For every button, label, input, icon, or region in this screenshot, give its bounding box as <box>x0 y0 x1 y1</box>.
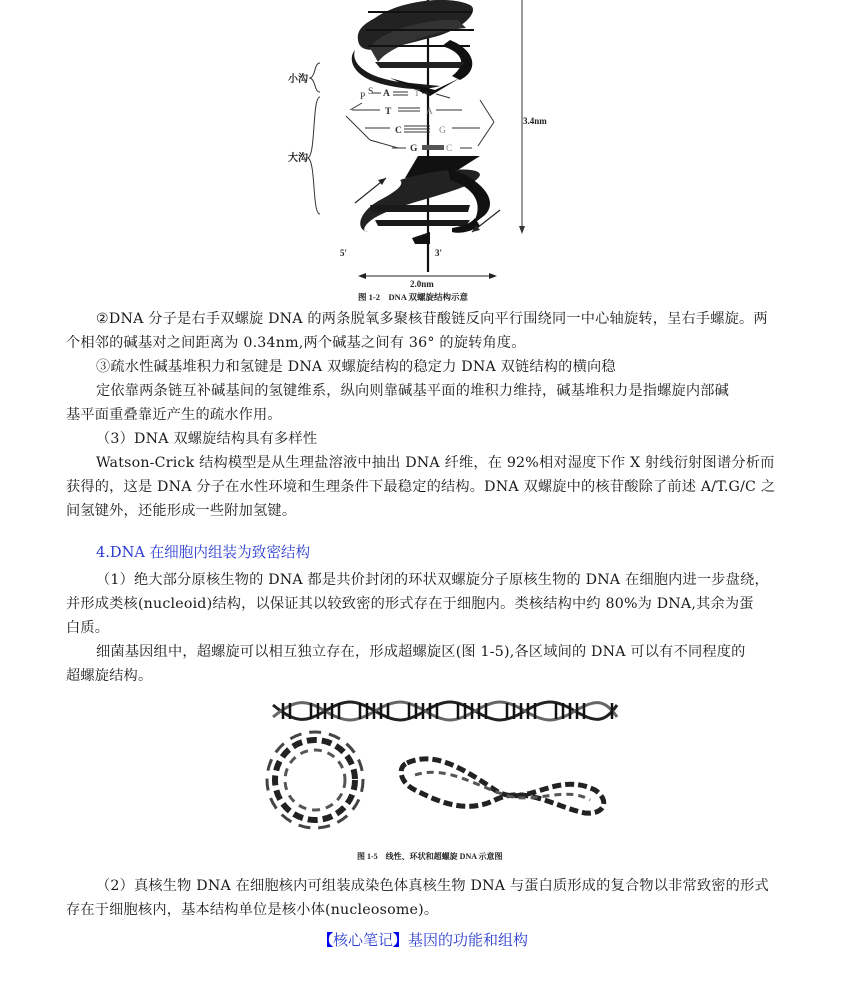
base-right-4: C <box>446 144 453 154</box>
minor-groove-label: 小沟 <box>288 74 308 85</box>
base-left-4: G <box>410 144 418 154</box>
base-right-2: A <box>426 107 433 117</box>
text-line: Watson-Crick 结构模型是从生理盐溶液中抽出 DNA 纤维，在 92%相对湿度下作 X 射线衍射图谱分析而 <box>96 455 775 471</box>
text-line: （2）真核生物 DNA 在细胞核内可组装成染色体真核生物 DNA 与蛋白质形成的复合物以非常致密的形式 <box>96 878 769 894</box>
pitch-label: 3.4nm <box>523 116 547 126</box>
section-heading-dna-packaging[interactable]: 4.DNA 在细胞内组装为致密结构 <box>96 544 311 561</box>
figure-1-5-caption: 图 1-5 线性、环状和超螺旋 DNA 示意图 <box>357 852 503 861</box>
core-notes-title: 基因的功能和组构 <box>408 931 529 949</box>
paragraph-watson-crick <box>66 451 802 475</box>
linear-dna-illustration <box>273 702 617 720</box>
paragraph-prokaryote-dna-cont-2 <box>66 616 802 640</box>
core-notes-link[interactable] <box>0 929 846 950</box>
paragraph-prokaryote-dna <box>66 568 802 592</box>
text-line: 定依靠两条链互补碱基间的氢键维系，纵向则靠碱基平面的堆积力维持，碱基堆积力是指螺旋内部碱 <box>96 383 730 399</box>
base-left-1: A <box>383 89 390 99</box>
major-groove-label: 大沟 <box>288 153 308 164</box>
end-3-label: 3′ <box>435 248 443 258</box>
text-line: 超螺旋结构。 <box>66 668 153 684</box>
supercoiled-dna-illustration <box>401 759 604 813</box>
text-line: 个相邻的碱基对之间距离为 0.34nm,两个碱基之间有 36° 的旋转角度。 <box>66 335 526 351</box>
text-line: 并形成类核(nucleoid)结构，以保证其以较致密的形式存在于细胞内。类核结构中约 80%为 DNA,其余为蛋 <box>66 596 754 612</box>
end-5-label: 5′ <box>340 248 348 258</box>
backbone-sugar: S <box>368 87 374 97</box>
base-right-1: T <box>414 89 420 99</box>
paragraph-right-handed-helix <box>66 307 802 331</box>
paragraph-hydrogen-bonds-cont <box>66 403 802 427</box>
figure-1-2-caption: 图 1-2 DNA 双螺旋结构示意 <box>358 292 469 302</box>
text-line: 基平面重叠靠近产生的疏水作用。 <box>66 407 282 423</box>
figure-dna-forms <box>265 695 625 867</box>
paragraph-right-handed-helix-cont <box>66 331 802 355</box>
text-line: 细菌基因组中，超螺旋可以相互独立存在，形成超螺旋区(图 1-5),各区域间的 DNA 可以有不同程度的 <box>96 644 746 660</box>
base-left-3: C <box>395 126 402 136</box>
paragraph-eukaryote-dna-cont <box>66 898 802 922</box>
figure-dna-double-helix <box>280 0 570 305</box>
core-notes-tag: 核心笔记 <box>332 931 393 949</box>
paragraph-prokaryote-dna-cont-1 <box>66 592 802 616</box>
paragraph-watson-crick-cont-1 <box>66 475 802 499</box>
close-bracket: 】 <box>393 931 409 949</box>
base-pair-diagram <box>360 87 452 154</box>
backbone-phosphate: P <box>360 92 366 102</box>
text-line: （3）DNA 双螺旋结构具有多样性 <box>96 431 318 447</box>
circular-dna-illustration <box>267 732 363 828</box>
paragraph-stabilizing-forces <box>66 355 802 379</box>
width-label: 2.0nm <box>410 279 434 289</box>
text-line: 获得的，这是 DNA 分子在水性环境和生理条件下最稳定的结构。DNA 双螺旋中的核苷酸除了前述 A/T.G/C 之 <box>66 479 776 495</box>
text-line: ②DNA 分子是右手双螺旋 DNA 的两条脱氧多聚核苷酸链反向平行围绕同一中心轴旋转，呈右手螺旋。两 <box>96 311 768 327</box>
open-bracket: 【 <box>317 931 333 949</box>
base-right-3: G <box>439 126 446 136</box>
text-line: 存在于细胞核内，基本结构单位是核小体(nucleosome)。 <box>66 902 439 918</box>
paragraph-bacterial-supercoil-cont <box>66 664 802 688</box>
text-line: （1）绝大部分原核生物的 DNA 都是共价封闭的环状双螺旋分子原核生物的 DNA 在细胞内进一步盘绕， <box>96 572 769 588</box>
text-line: 白质。 <box>66 620 110 636</box>
subheading-diversity <box>66 427 802 451</box>
paragraph-bacterial-supercoil <box>66 640 802 664</box>
text-line: ③疏水性碱基堆积力和氢键是 DNA 双螺旋结构的稳定力 DNA 双链结构的横向稳 <box>96 359 616 375</box>
text-line: 间氢键外，还能形成一些附加氢键。 <box>66 503 297 519</box>
base-left-2: T <box>385 107 392 117</box>
paragraph-eukaryote-dna <box>66 874 802 898</box>
paragraph-watson-crick-cont-2 <box>66 499 802 523</box>
paragraph-hydrogen-bonds <box>66 379 802 403</box>
